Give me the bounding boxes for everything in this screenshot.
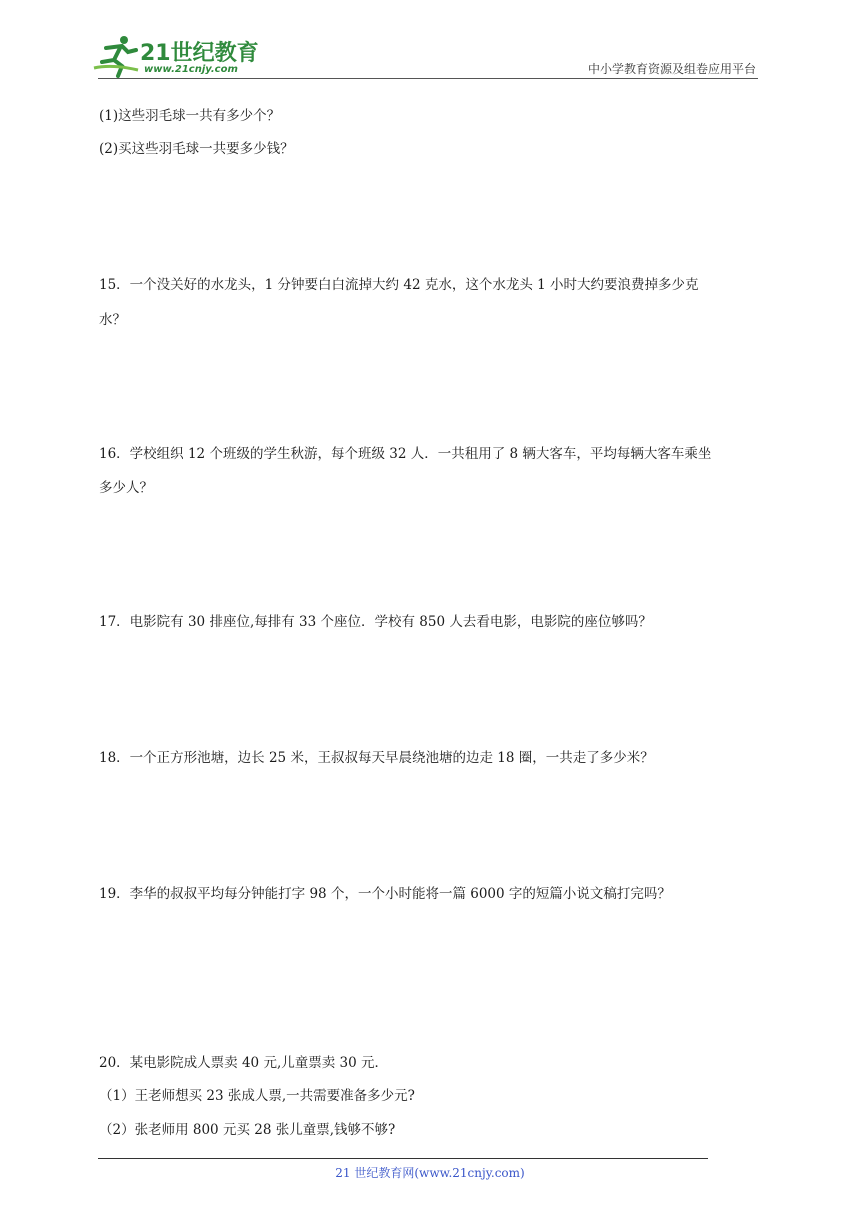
header-divider	[98, 78, 758, 79]
q14-sub1: (1)这些羽毛球一共有多少个？	[99, 108, 281, 124]
footer-divider	[98, 1158, 708, 1159]
q14-sub2: (2)买这些羽毛球一共要多少钱？	[99, 141, 294, 157]
q17: 17．电影院有 30 排座位,每排有 33 个座位．学校有 850 人去看电影，电影院的座位够吗？	[99, 614, 652, 630]
logo-subtext: www.21cnjy.com	[144, 64, 238, 75]
q19: 19．李华的叔叔平均每分钟能打字 98 个，一个小时能将一篇 6000 字的短篇小说文稿打完吗？	[99, 886, 671, 902]
logo	[92, 34, 262, 78]
platform-title: 中小学教育资源及组卷应用平台	[587, 62, 756, 76]
q20: 20．某电影院成人票卖 40 元,儿童票卖 30 元．	[99, 1055, 388, 1071]
q16-line1: 16．学校组织 12 个班级的学生秋游，每个班级 32 人．一共租用了 8 辆大客车，平均每辆大客车乘坐	[99, 446, 712, 462]
q20-sub2: （2）张老师用 800 元买 28 张儿童票,钱够不够?	[99, 1122, 396, 1138]
q20-sub1: （1）王老师想买 23 张成人票,一共需要准备多少元?	[99, 1088, 415, 1104]
q15-line1: 15．一个没关好的水龙头，1 分钟要白白流掉大约 42 克水，这个水龙头 1 小时大约要浪费掉多少克	[99, 277, 699, 293]
q16-line2: 多少人？	[99, 480, 153, 496]
runner-icon	[92, 34, 140, 78]
q18: 18．一个正方形池塘，边长 25 米，王叔叔每天早晨绕池塘的边走 18 圈，一共走了多少米？	[99, 750, 654, 766]
footer-text: 21 世纪教育网(www.21cnjy.com)	[335, 1166, 525, 1180]
q15-line2: 水？	[99, 312, 126, 328]
logo-text: 21世纪教育	[140, 41, 259, 66]
page-header	[0, 0, 860, 84]
